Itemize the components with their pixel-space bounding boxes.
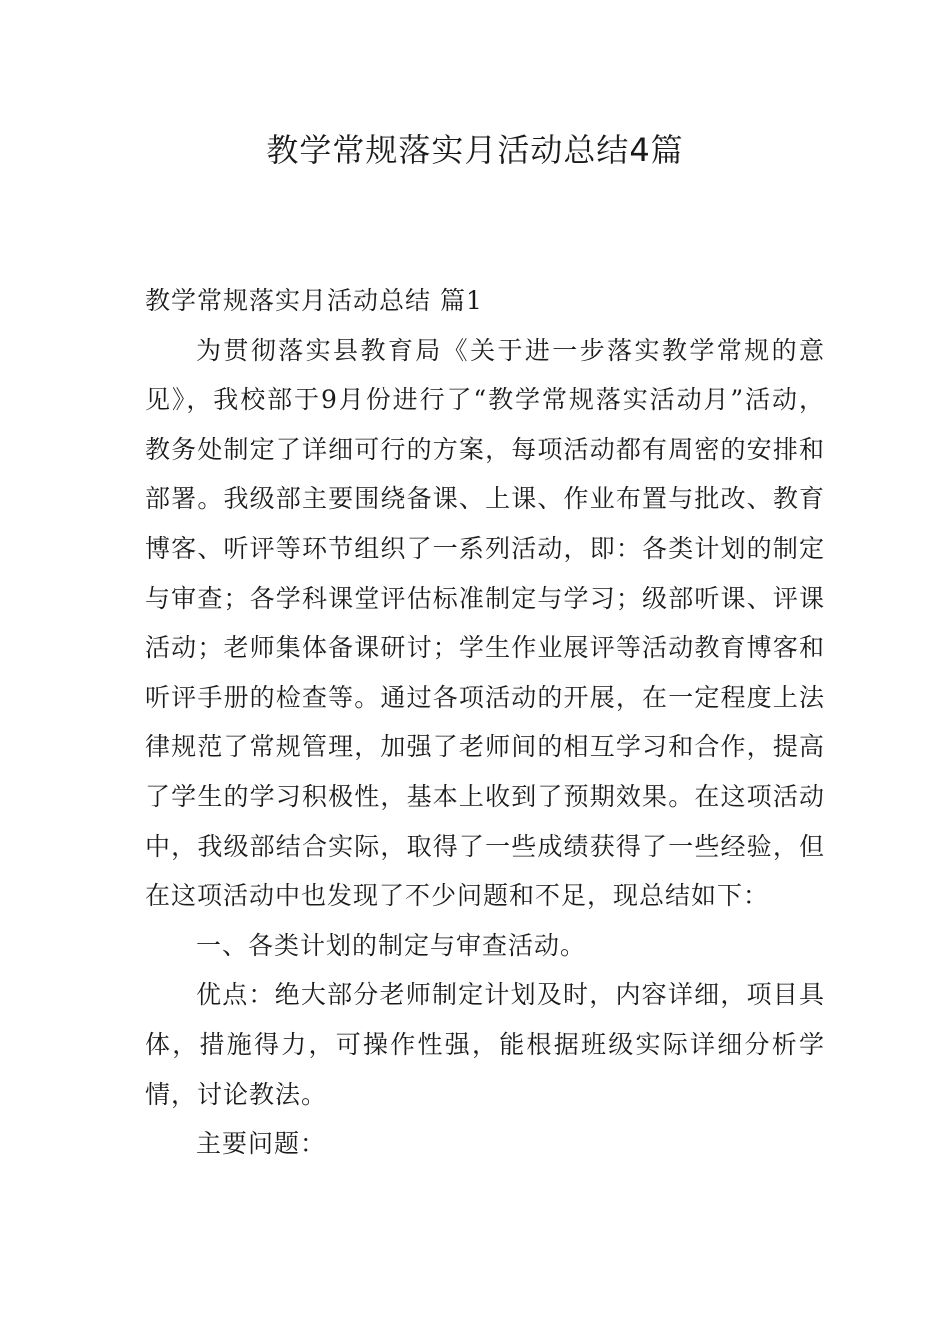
- body-paragraph-intro: 为贯彻落实县教育局《关于进一步落实教学常规的意见》，我校部于9月份进行了“教学常规落实活动月”活动，教务处制定了详细可行的方案，每项活动都有周密的安排和部署。我级部主要围绕备课、上课、作业布置与批改、教育博客、听评等环节组织了一系列活动，即：各类计划的制定与审查；各学科课堂评估标准制定与学习；级部听课、评课活动；老师集体备课研讨；学生作业展评等活动教育博客和听评手册的检查等。通过各项活动的开展，在一定程度上法律规范了常规管理，加强了老师间的相互学习和合作，提高了学生的学习积极性，基本上收到了预期效果。在这项活动中，我级部结合实际，取得了一些成绩获得了一些经验，但在这项活动中也发现了不少问题和不足，现总结如下：: [145, 335, 825, 911]
- body-paragraph-subheading: 一、各类计划的制定与审查活动。: [196, 930, 587, 960]
- document-body: [145, 276, 825, 1169]
- section-heading: 教学常规落实月活动总结 篇1: [145, 286, 483, 315]
- body-paragraph-problems: 主要问题：: [196, 1129, 327, 1159]
- document-title: 教学常规落实月活动总结4篇: [266, 131, 684, 169]
- body-paragraph-strengths: 优点：绝大部分老师制定计划及时，内容详细，项目具体，措施得力，可操作性强，能根据班级实际详细分析学情，讨论教法。: [145, 980, 825, 1109]
